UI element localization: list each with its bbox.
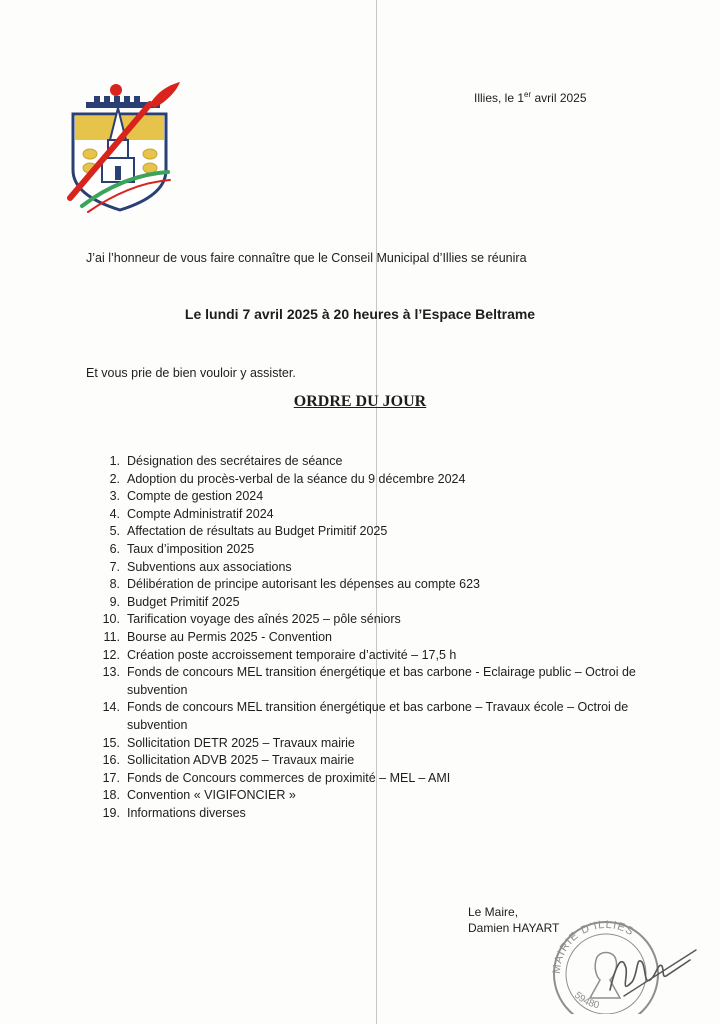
agenda-item xyxy=(90,611,650,629)
agenda-item xyxy=(90,735,650,753)
agenda-item-number: 4. xyxy=(109,506,120,521)
agenda-item xyxy=(90,471,650,489)
signatory-name: Damien HAYART xyxy=(468,921,560,935)
letter-date: Illies, le 1er avril 2025 xyxy=(474,90,587,105)
agenda-item-number: 3. xyxy=(109,489,120,504)
agenda-item-number: 7. xyxy=(109,559,120,574)
agenda-item xyxy=(90,559,650,577)
agenda-item-number: 10. xyxy=(102,612,120,627)
svg-text:MAIRIE D’ILLIES xyxy=(551,919,636,974)
agenda-item-text: Tarification voyage des aînés 2025 – pôle séniors xyxy=(127,612,401,627)
agenda-item-text: Bourse au Permis 2025 - Convention xyxy=(127,629,332,644)
agenda-item-number: 12. xyxy=(102,647,120,662)
agenda-item-text: Affectation de résultats au Budget Primitif 2025 xyxy=(127,524,388,539)
agenda-item-text: Fonds de concours MEL transition énergétique et bas carbone – Travaux école – Octroi de subvention xyxy=(127,700,629,732)
agenda-item-text: Création poste accroissement temporaire d’activité – 17,5 h xyxy=(127,647,457,662)
agenda-item xyxy=(90,453,650,471)
agenda-item-number: 15. xyxy=(102,735,120,750)
agenda-item-text: Budget Primitif 2025 xyxy=(127,594,240,609)
agenda-item-text: Fonds de concours MEL transition énergétique et bas carbone - Eclairage public – Octroi de subvention xyxy=(127,665,636,697)
agenda-item-text: Sollicitation ADVB 2025 – Travaux mairie xyxy=(127,753,355,768)
agenda-item xyxy=(90,805,650,823)
agenda-item-number: 14. xyxy=(102,700,120,715)
mairie-stamp-and-signature xyxy=(540,904,700,1014)
agenda-item-text: Informations diverses xyxy=(127,805,246,820)
agenda-item-text: Fonds de Concours commerces de proximité – MEL – AMI xyxy=(127,770,451,785)
agenda-item xyxy=(90,787,650,805)
agenda-item xyxy=(90,770,650,788)
agenda-item-number: 2. xyxy=(109,471,120,486)
agenda-item-number: 9. xyxy=(109,594,120,609)
agenda-item-text: Compte de gestion 2024 xyxy=(127,489,264,504)
agenda-item xyxy=(90,664,650,699)
agenda-item-text: Adoption du procès-verbal de la séance du 9 décembre 2024 xyxy=(127,471,466,486)
signatory-title: Le Maire, xyxy=(468,905,519,919)
agenda-item xyxy=(90,488,650,506)
agenda-item xyxy=(90,647,650,665)
svg-text:59480 xyxy=(572,990,601,1011)
agenda-item-text: Convention « VIGIFONCIER » xyxy=(127,788,296,803)
agenda-item-text: Sollicitation DETR 2025 – Travaux mairie xyxy=(127,735,355,750)
agenda-item xyxy=(90,506,650,524)
agenda-item-text: Compte Administratif 2024 xyxy=(127,506,274,521)
agenda-item-number: 11. xyxy=(103,629,120,644)
agenda-list xyxy=(90,453,650,822)
agenda-item-number: 1. xyxy=(109,454,120,468)
agenda-item-number: 6. xyxy=(109,541,120,556)
agenda-item xyxy=(90,576,650,594)
agenda-item-text: Désignation des secrétaires de séance xyxy=(127,454,343,468)
agenda-item-text: Délibération de principe autorisant les dépenses au compte 623 xyxy=(127,577,481,592)
agenda-item-number: 19. xyxy=(102,805,120,820)
agenda-item-text: Taux d’imposition 2025 xyxy=(127,541,255,556)
stamp-bottom-text: 59480 xyxy=(571,989,601,1012)
agenda-item-number: 16. xyxy=(102,753,120,768)
agenda-item-number: 5. xyxy=(109,524,120,539)
intro-paragraph: J’ai l’honneur de vous faire connaître que le Conseil Municipal d’Illies se réunira xyxy=(86,251,527,265)
meeting-announcement: Le lundi 7 avril 2025 à 20 heures à l’Espace Beltrame xyxy=(184,306,536,322)
agenda-item xyxy=(90,699,650,734)
stamp-top-text: MAIRIE D’ILLIES xyxy=(550,918,637,975)
agenda-item-number: 8. xyxy=(109,577,120,592)
agenda-item xyxy=(90,541,650,559)
agenda-item xyxy=(90,594,650,612)
agenda-item-number: 18. xyxy=(102,788,120,803)
agenda-item-text: Subventions aux associations xyxy=(127,559,292,574)
municipal-logo xyxy=(58,78,188,218)
agenda-item xyxy=(90,752,650,770)
agenda-item xyxy=(90,523,650,541)
invite-paragraph: Et vous prie de bien vouloir y assister. xyxy=(86,366,296,380)
agenda-item xyxy=(90,629,650,647)
agenda-title: ORDRE DU JOUR xyxy=(293,393,427,410)
agenda-item-number: 13. xyxy=(102,665,120,680)
agenda-item-number: 17. xyxy=(102,770,120,785)
